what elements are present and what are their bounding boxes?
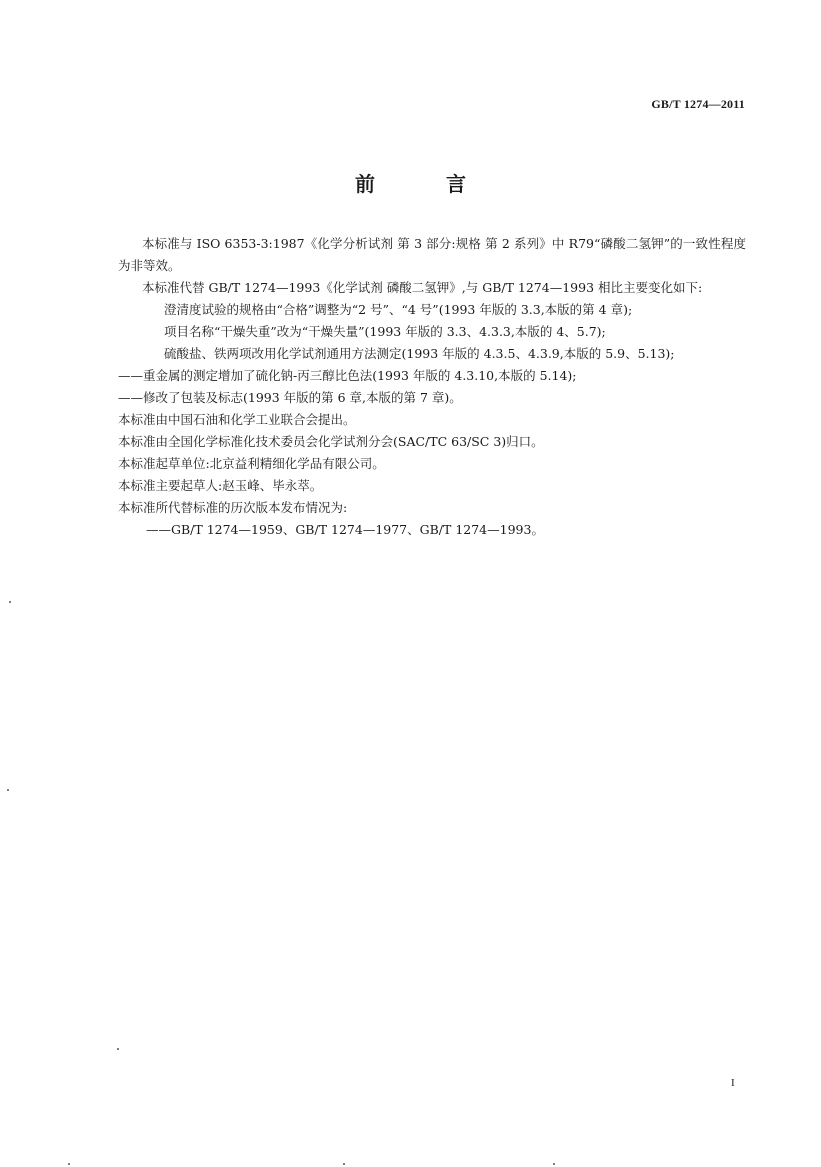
paragraph-consistency: 本标准与 ISO 6353-3:1987《化学分析试剂 第 3 部分:规格 第 2 系列》中 R79“磷酸二氢钾”的一致性程度为非等效。 xyxy=(118,236,746,273)
scan-speck xyxy=(117,1048,119,1050)
scan-speck xyxy=(9,601,11,603)
scan-speck xyxy=(7,789,9,791)
foreword-body xyxy=(118,233,746,541)
page-number: I xyxy=(731,1077,735,1089)
paragraph-replacement: 本标准代替 GB/T 1274—1993《化学试剂 磷酸二氢钾》,与 GB/T 1274—1993 相比主要变化如下: xyxy=(142,280,703,295)
page-title: 前 言 xyxy=(355,172,498,196)
scan-speck xyxy=(68,1163,70,1165)
paragraph-proposer: 本标准由中国石油和化学工业联合会提出。 xyxy=(118,412,356,427)
change-item-clarity: 澄清度试验的规格由“合格”调整为“2 号”、“4 号”(1993 年版的 3.3,本版的第 4 章); xyxy=(164,302,633,317)
paragraph-drafting-unit: 本标准起草单位:北京益利精细化学品有限公司。 xyxy=(118,456,385,471)
change-item-heavy-metal: ——重金属的测定增加了硫化钠-丙三醇比色法(1993 年版的 4.3.10,本版的 5.14); xyxy=(118,368,577,383)
change-item-drying-loss: 项目名称“干燥失重”改为“干燥失量”(1993 年版的 3.3、4.3.3,本版的 4、5.7); xyxy=(164,324,606,339)
standard-code: GB/T 1274—2011 xyxy=(651,97,745,111)
paragraph-drafters: 本标准主要起草人:赵玉峰、毕永萃。 xyxy=(118,478,323,493)
change-item-packaging: ——修改了包装及标志(1993 年版的第 6 章,本版的第 7 章)。 xyxy=(118,390,462,405)
change-item-sulfate-iron: 硫酸盐、铁两项改用化学试剂通用方法测定(1993 年版的 4.3.5、4.3.9,本版的 5.9、5.13); xyxy=(164,346,675,361)
paragraph-history-list: ——GB/T 1274—1959、GB/T 1274—1977、GB/T 1274—1993。 xyxy=(146,522,544,537)
paragraph-committee: 本标准由全国化学标准化技术委员会化学试剂分会(SAC/TC 63/SC 3)归口。 xyxy=(118,434,544,449)
scan-speck xyxy=(553,1163,555,1165)
scan-speck xyxy=(343,1163,345,1165)
paragraph-history-intro: 本标准所代替标准的历次版本发布情况为: xyxy=(118,500,348,515)
